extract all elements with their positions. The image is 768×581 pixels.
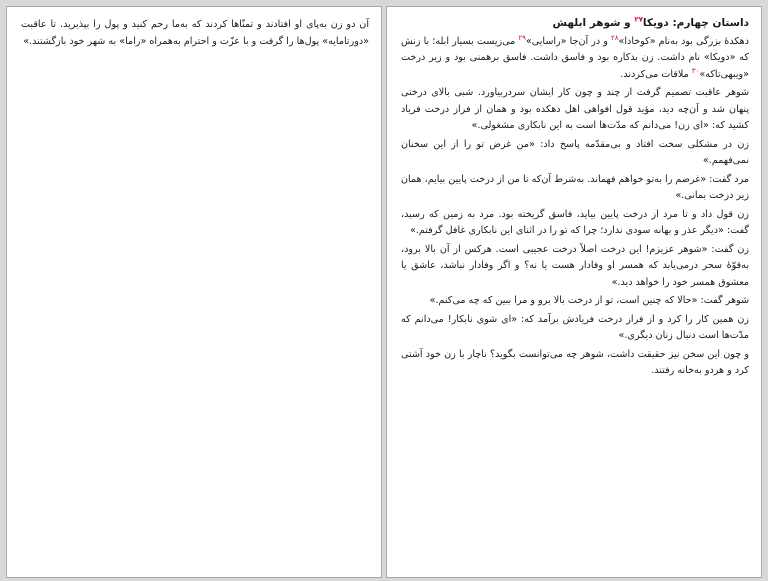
paragraph: زن در مشکلی سخت افتاد و بی‌مقدّمه پاسخ داد: «من غرض تو را از این سخنان نمی‌فهمم.» xyxy=(401,138,749,167)
paragraph: شوهر عاقبت تصمیم گرفت از چند و چون کار ایشان سردربیاورد. شبی بالای درختی پنهان شد و آن‌چه دید، مؤید قول افواهی اهل دهکده بود و همان از فراز درخت فریاد کشید که: «ای زن! می‌دانم که مدّت‌ها است به این نابکاری مشغولی.» xyxy=(401,87,749,132)
paragraph: زن گفت: «شوهر عزیزم! این درخت اصلاً درخت عجیبی است. هرکس از آن بالا برود، به‌قوّهٔ سحر درمی‌یابد که همسر او وفادار هست یا نه؟ و اگر وفادار نباشد، عاشق یا معشوق همسر خود را خواهد دید.» xyxy=(401,243,749,288)
left-page-text xyxy=(7,7,381,50)
paragraph: و چون این سخن نیز حقیقت داشت، شوهر چه می‌توانست بگوید؟ ناچار با زن خود آشتی کرد و هردو به‌خانه رفتند. xyxy=(401,348,749,377)
paragraph: زن قول داد و تا مرد از درخت پایین بیاید، فاسق گریخته بود. مرد به زمین که رسید، گفت: «دیگر عذر و بهانه سودی ندارد؛ چرا که تو را در اثنای این نابکاری غافل گرفتم.» xyxy=(401,208,749,237)
footnote-marker: ۳۰ xyxy=(691,66,700,75)
paragraph: زن همین کار را کرد و از فراز درخت فریادش برآمد که: «ای شوی نابکار! می‌دانم که مدّت‌ها است دنبال زنان دیگری.» xyxy=(401,313,749,342)
paragraph: شوهر گفت: «حالا که چنین است، تو از درخت بالا برو و مرا ببین که چه می‌کنم.» xyxy=(429,295,749,307)
left-page xyxy=(6,6,382,578)
paragraph: مرد گفت: «غرضم را به‌تو خواهم فهماند. به‌شرط آن‌که تا من از درخت پایین بیایم، همان زیر درخت بمانی.» xyxy=(401,173,749,202)
paragraph: دهکده‌ٔ بزرگی بود به‌نام «کوخادا»$^{۲۸}$ و در آن‌جا «راسایی»$^{۲۹}$ می‌زیست بسیار ابله؛ با زنش که «دویکا» نام داشت. زن بدکاره بود و فاسق داشت. فاسق برهمنی بود و زیر درخت «ویبهی‌تاکه»$^{۳۰}$ ملاقات می‌کردند. xyxy=(401,33,749,80)
paragraph: آن دو زن به‌پای او افتادند و تمنّاها کردند که به‌ما رحم کنید و پول را بپذیرید. تا عاقبت «دورتامایه» پول‌ها را گرفت و با عزّت و احترام به‌همراه «راما» به شهر خود بازگشتند.» xyxy=(21,19,369,47)
footnote-marker: ۲۹ xyxy=(518,33,526,42)
story-title: داستان چهارم: دویکا$^{۲۷}$ و شوهر ابلهش xyxy=(552,15,749,29)
footnote-marker: ۲۸ xyxy=(610,33,619,42)
right-page xyxy=(386,6,762,578)
right-page-text xyxy=(387,7,761,380)
footnote-marker: ۲۷ xyxy=(634,15,643,24)
